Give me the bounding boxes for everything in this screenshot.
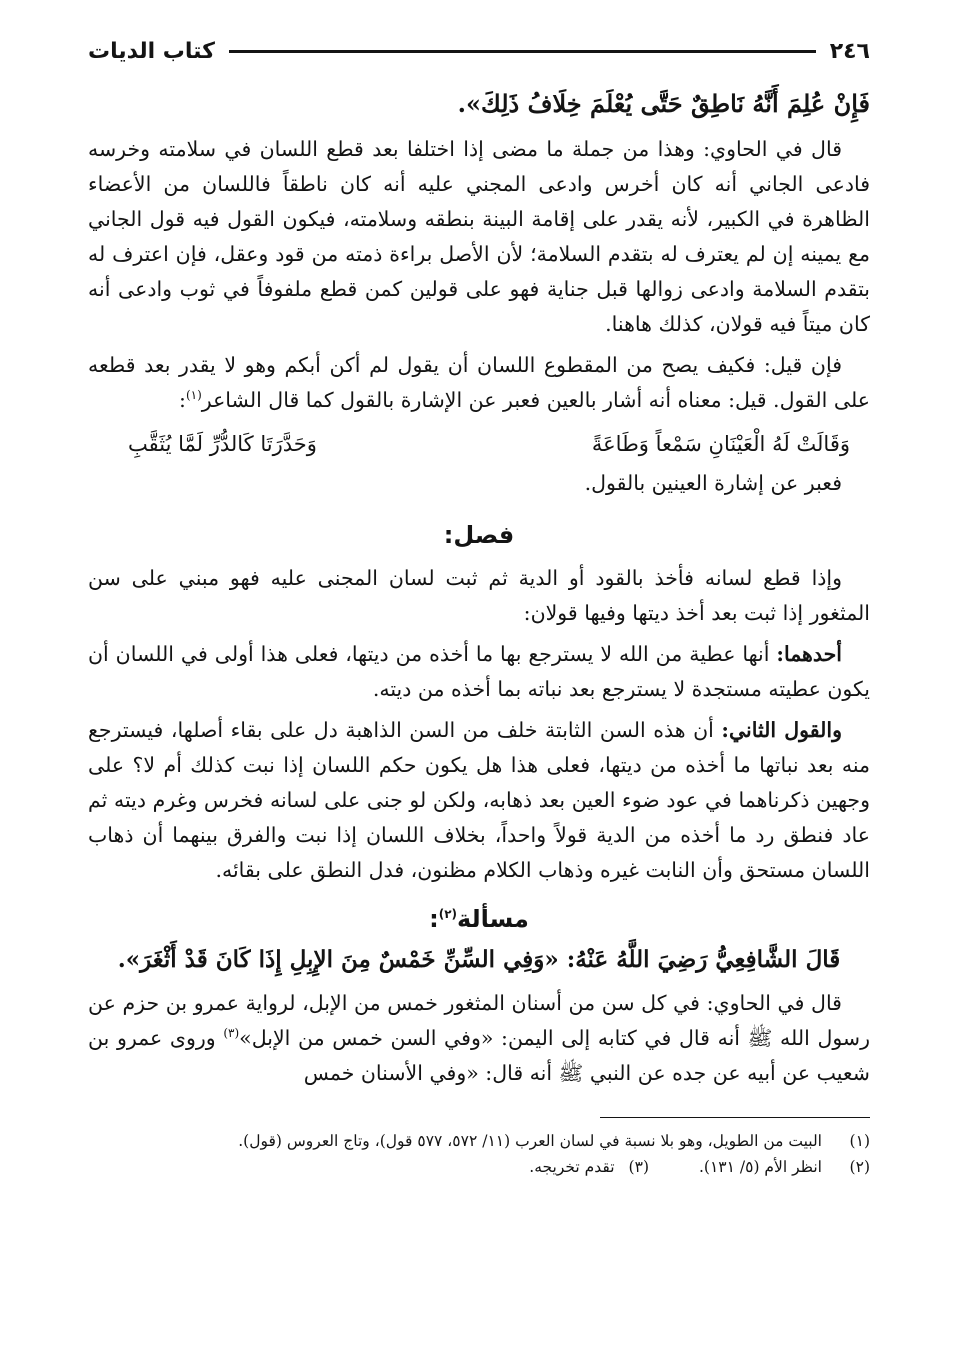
header-rule	[229, 50, 816, 53]
poem-first-hemistich: وَقَالَتْ لَهُ الْعَيْنَانِ سَمْعاً وَطَاعَةً	[591, 432, 850, 456]
footnote-text: البيت من الطويل، وهو بلا نسبة في لسان العرب (١١/ ٥٧٢، ٥٧٧ قول)، وتاج العروس (قول).	[238, 1132, 822, 1150]
second-opinion-text: أن هذه السن الثابتة خلف من السن الذاهبة دل على بقاء أصلها، فيسترجع منه بعد نباتها ما أخذه من ديتها، فعلى هذا هل يكون حكم اللسان إذا نبت كذلك أم لا؟ على وجهين ذكرناهما في عود ضوء العين بعد ذهابه، ولكن لو جنى على لسانه فخرس وغرم ديته ثم عاد فنطق رد ما أخذه من الدية قولاً واحداً، بخلاف اللسان إذا نبت والفرق بينهما أن ذهاب اللسان مستحق وأن النابت غيره وذهاب الكلام مظنون، فدل النطق على بقائه.	[88, 718, 870, 882]
footnote-ref-2: (٢)	[438, 907, 458, 921]
footnote-text: تقدم تخريجه.	[529, 1158, 615, 1176]
book-title: كتاب الديات	[88, 38, 215, 64]
page-header	[88, 30, 870, 72]
final-part-1: قال في الحاوي: في كل سن من أسنان المثغور خمس من الإبل، لرواية عمرو بن حزم عن رسول الله ﷺ أنه قال في كتابه إلى اليمن: «وفي السن خمس من الإبل»	[88, 991, 871, 1050]
opening-quote: فَإِنْ عُلِمَ أَنَّهُ نَاطِقٌ حَتَّى يُعْلَمَ خِلَافُ ذَلِكَ».	[457, 89, 870, 118]
poem-second-hemistich: وَحَدَّرَتَا كَالدُّرِّ لَمَّا يُثَقَّبِ	[128, 432, 317, 456]
footnote-ref-1: (١)	[185, 388, 202, 403]
masala-colon: :	[429, 905, 439, 933]
masala-heading-text: مسألة	[457, 905, 529, 933]
paragraph-after-poem: فعبر عن إشارة العينين بالقول.	[584, 471, 842, 495]
footnote-2	[88, 1154, 870, 1180]
page-number: ٢٤٦	[829, 38, 870, 64]
footnote-1	[88, 1128, 870, 1154]
paragraph-first-opinion	[88, 637, 870, 707]
final-part-2: وروى عمرو بن شعيب عن أبيه عن جده عن النبي ﷺ أنه قال: «وفي الأسنان خمس	[88, 1026, 870, 1085]
paragraph-question	[88, 348, 870, 418]
first-opinion-label: أحدهما:	[776, 642, 842, 666]
paragraph-second-opinion	[88, 713, 870, 888]
footnote-text: انظر الأم (٥/ ١٣١).	[699, 1158, 822, 1176]
footnote-number: (١)	[849, 1132, 870, 1150]
book-page	[88, 30, 870, 1350]
footnote-number: (٣)	[628, 1158, 649, 1176]
footnote-rule	[600, 1117, 870, 1118]
second-opinion-label: والقول الثاني:	[721, 718, 842, 742]
question-text: فإن قيل: فكيف يصح من المقطوع اللسان أن يقول لم أكن أبكم وهو لا يقدر بعد قطعه على القول. قيل: معناه أنه أشار بالعين فعبر عن الإشارة بالقول كما قال الشاعر	[88, 353, 870, 412]
paragraph-section: وإذا قطع لسانه فأخذ بالقود أو الدية ثم ثبت لسان المجنى عليه فهو مبني على سن المثغور إذا ثبت بعد أخذ ديتها وفيها قولان:	[88, 566, 870, 625]
masala-heading	[88, 900, 870, 938]
paragraph-hawi: قال في الحاوي: وهذا من جملة ما مضى إذا اختلفا بعد قطع اللسان في سلامته وخرسه فادعى الجاني أنه كان أخرس وادعى المجني عليه أنه كان ناطقاً فاللسان من الأعضاء الظاهرة في الكبير، لأنه يقدر على إقامة البينة بنطقه وسلامته، فيكون القول فيه قول الجاني مع يمينه إن لم يعترف له بتقدم السلامة؛ لأن الأصل براءة ذمته من قود وعقل، فإن اعترف له بتقدم السلامة وادعى زوالها قبل جناية فهو على قولين كمن قطع ملفوفاً في ثوب وادعى أنه كان ميتاً فيه قولان، كذلك هاهنا.	[88, 137, 870, 336]
question-colon: :	[179, 388, 186, 412]
paragraph-final	[88, 986, 870, 1091]
masala-quote: قَالَ الشَّافِعِيُّ رَضِيَ اللَّهُ عَنْهُ: «وَفِي السِّنِّ خَمْسٌ مِنَ الإِبِلِ إِذَا كَانَ قَدْ أَثْغَرَ».	[117, 946, 841, 973]
section-heading: فصل:	[443, 521, 515, 549]
poem-verse	[88, 424, 870, 464]
footnote-number: (٢)	[849, 1158, 870, 1176]
first-opinion-text: أنها عطية من الله لا يسترجع بها ما أخذه من ديتها، فعلى هذا أولى في اللسان أن يكون عطيته مستجدة لا يسترجع بعد نباته بما أخذه من ديته.	[88, 642, 870, 701]
footnote-ref-3: (٣)	[223, 1026, 240, 1041]
